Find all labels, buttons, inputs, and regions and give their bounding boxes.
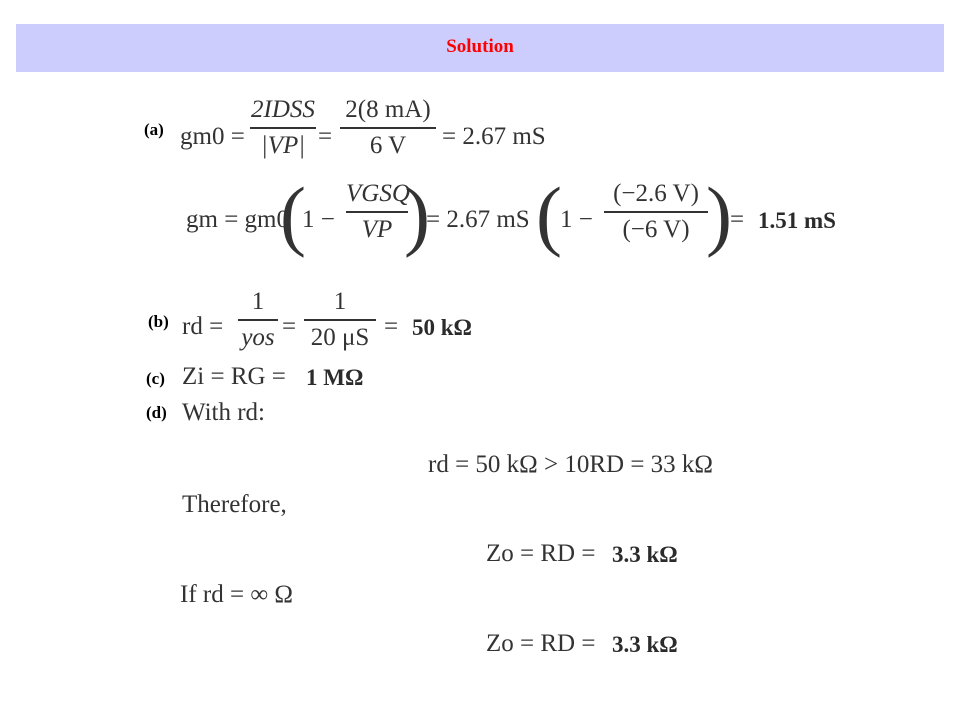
part-b-label: (b) bbox=[148, 312, 169, 331]
one-minus: 1 − bbox=[560, 206, 593, 233]
frac-denominator: (−6 V) bbox=[622, 216, 690, 243]
frac-vgsq-over-vp bbox=[346, 180, 408, 244]
equals-sign: = bbox=[282, 313, 297, 340]
zo-result-2: 3.3 kΩ bbox=[612, 632, 678, 657]
frac-numerator: 2IDSS bbox=[251, 96, 315, 123]
frac-denominator: |VP| bbox=[260, 132, 306, 159]
equals-sign: = bbox=[730, 206, 745, 233]
gm0-lhs: gm0 = bbox=[180, 123, 245, 150]
frac-1-over-yos bbox=[238, 288, 278, 352]
equals-sign: = bbox=[318, 123, 333, 150]
frac-denominator: VP bbox=[361, 216, 393, 243]
rd-comparison: rd = 50 kΩ > 10RD = 33 kΩ bbox=[428, 451, 714, 478]
zo-result-1: 3.3 kΩ bbox=[612, 542, 678, 567]
frac-2idss-over-vp bbox=[250, 96, 316, 160]
gm-mid: = 2.67 mS bbox=[426, 206, 530, 233]
rd-lhs: rd = bbox=[182, 313, 224, 340]
frac-numerator: 2(8 mA) bbox=[345, 96, 431, 123]
solution-header-bar bbox=[16, 24, 944, 72]
frac-numerator: 1 bbox=[251, 288, 265, 315]
frac-1-over-20us bbox=[304, 288, 376, 352]
rd-result: 50 kΩ bbox=[412, 315, 472, 340]
zi-lhs: Zi = RG = bbox=[182, 363, 286, 390]
if-rd-infinite-text: If rd = ∞ Ω bbox=[180, 581, 293, 608]
part-c-label: (c) bbox=[146, 369, 165, 388]
gm-result: 1.51 mS bbox=[758, 208, 836, 233]
equals-sign: = bbox=[384, 313, 399, 340]
gm-lhs: gm = gm0 bbox=[186, 206, 289, 233]
gm0-result: = 2.67 mS bbox=[442, 123, 546, 150]
frac-numerator: 1 bbox=[333, 288, 347, 315]
with-rd-text: With rd: bbox=[182, 399, 266, 426]
zo-equation-2: Zo = RD = bbox=[486, 630, 596, 657]
zo-equation-1: Zo = RD = bbox=[486, 540, 596, 567]
part-a-label: (a) bbox=[144, 120, 164, 139]
zi-result: 1 MΩ bbox=[306, 365, 364, 390]
therefore-text: Therefore, bbox=[182, 491, 287, 518]
frac-denominator: 20 μS bbox=[310, 324, 370, 351]
open-paren: ( bbox=[280, 171, 306, 258]
close-paren: ) bbox=[404, 171, 430, 258]
frac-numerator: (−2.6 V) bbox=[613, 180, 699, 207]
frac-denominator: yos bbox=[241, 324, 275, 351]
frac-numerator: VGSQ bbox=[346, 180, 410, 207]
page-title: Solution bbox=[446, 36, 514, 57]
open-paren: ( bbox=[536, 171, 562, 258]
frac-8ma-over-6v bbox=[340, 96, 436, 160]
frac-neg26-over-neg6 bbox=[604, 180, 708, 244]
close-paren: ) bbox=[706, 171, 732, 258]
frac-denominator: 6 V bbox=[369, 132, 407, 159]
part-d-label: (d) bbox=[146, 403, 167, 422]
one-minus: 1 − bbox=[302, 206, 335, 233]
